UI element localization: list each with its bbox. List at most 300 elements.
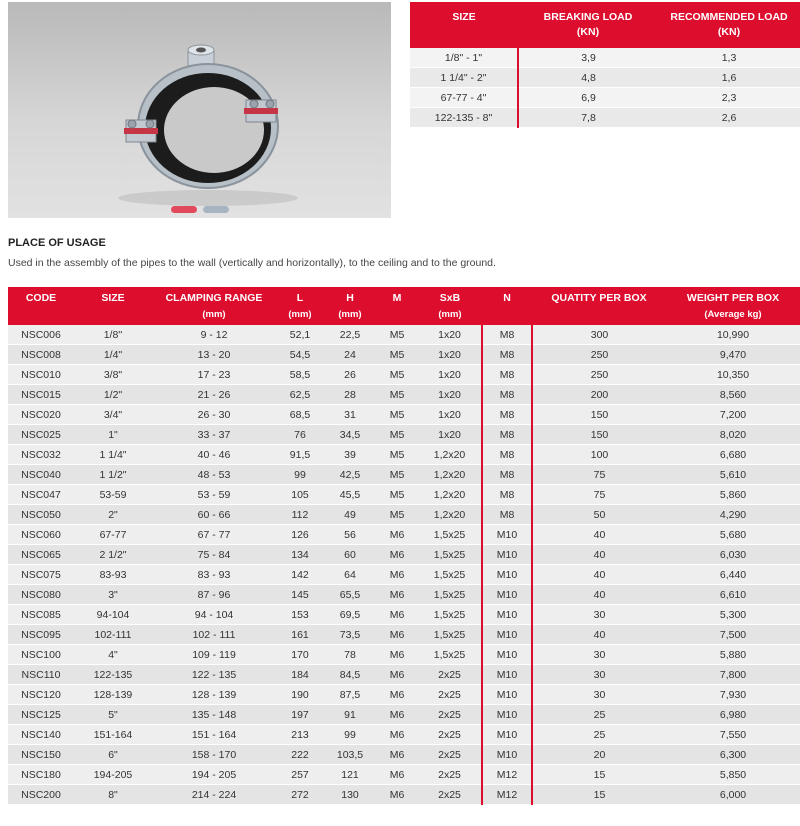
spec-cell: M8 [482, 365, 532, 385]
spec-cell: M10 [482, 525, 532, 545]
spec-cell: 5" [74, 705, 152, 725]
spec-cell: 1x20 [418, 325, 482, 345]
spec-cell: M6 [376, 785, 418, 805]
spec-cell: 2x25 [418, 665, 482, 685]
spec-cell: 102-111 [74, 625, 152, 645]
product-image [8, 2, 391, 218]
spec-cell: 10,350 [666, 365, 800, 385]
spec-cell: 75 - 84 [152, 545, 276, 565]
spec-unit [8, 309, 74, 325]
spec-cell: 56 [324, 525, 376, 545]
load-row [410, 48, 800, 68]
spec-cell: NSC065 [8, 545, 74, 565]
spec-cell: 194 - 205 [152, 765, 276, 785]
spec-cell: 34,5 [324, 425, 376, 445]
load-header-breaking: BREAKING LOAD (KN) [518, 2, 658, 48]
spec-cell: 1x20 [418, 345, 482, 365]
spec-cell: 161 [276, 625, 324, 645]
spec-row [8, 685, 800, 705]
spec-cell: 8,020 [666, 425, 800, 445]
spec-cell: 250 [532, 345, 666, 365]
spec-row [8, 425, 800, 445]
spec-cell: 40 - 46 [152, 445, 276, 465]
spec-row [8, 725, 800, 745]
spec-cell: 3/4" [74, 405, 152, 425]
spec-cell: 65,5 [324, 585, 376, 605]
spec-cell: M6 [376, 525, 418, 545]
spec-header: L [276, 287, 324, 309]
load-cell: 1,3 [658, 48, 800, 68]
spec-cell: NSC050 [8, 505, 74, 525]
spec-cell: 5,610 [666, 465, 800, 485]
spec-cell: 9,470 [666, 345, 800, 365]
spec-cell: 13 - 20 [152, 345, 276, 365]
spec-cell: M12 [482, 765, 532, 785]
spec-cell: M6 [376, 545, 418, 565]
spec-cell: M10 [482, 605, 532, 625]
spec-cell: 53 - 59 [152, 485, 276, 505]
spec-cell: 64 [324, 565, 376, 585]
spec-cell: NSC075 [8, 565, 74, 585]
spec-cell: M10 [482, 625, 532, 645]
spec-row [8, 665, 800, 685]
spec-cell: M10 [482, 705, 532, 725]
carousel-indicators [171, 206, 229, 213]
spec-cell: 9 - 12 [152, 325, 276, 345]
spec-row [8, 625, 800, 645]
spec-cell: 45,5 [324, 485, 376, 505]
spec-cell: NSC080 [8, 585, 74, 605]
spec-unit: (mm) [276, 309, 324, 325]
spec-cell: 5,680 [666, 525, 800, 545]
spec-cell: 103,5 [324, 745, 376, 765]
spec-cell: 54,5 [276, 345, 324, 365]
spec-cell: M8 [482, 485, 532, 505]
spec-row [8, 505, 800, 525]
spec-cell: M6 [376, 585, 418, 605]
spec-row [8, 645, 800, 665]
spec-cell: 31 [324, 405, 376, 425]
spec-cell: 7,500 [666, 625, 800, 645]
spec-cell: 3/8" [74, 365, 152, 385]
spec-cell: M5 [376, 425, 418, 445]
spec-row [8, 765, 800, 785]
spec-cell: 84,5 [324, 665, 376, 685]
spec-cell: M6 [376, 565, 418, 585]
spec-cell: M5 [376, 405, 418, 425]
spec-cell: NSC125 [8, 705, 74, 725]
spec-cell: 68,5 [276, 405, 324, 425]
spec-cell: 1 1/4" [74, 445, 152, 465]
load-cell: 7,8 [518, 108, 658, 128]
load-cell: 1 1/4" - 2" [410, 68, 518, 88]
spec-cell: 30 [532, 685, 666, 705]
spec-cell: 24 [324, 345, 376, 365]
spec-cell: 2x25 [418, 745, 482, 765]
spec-cell: 49 [324, 505, 376, 525]
load-cell: 2,3 [658, 88, 800, 108]
spec-units-row [8, 309, 800, 325]
spec-cell: M6 [376, 665, 418, 685]
spec-unit [74, 309, 152, 325]
spec-header: CLAMPING RANGE [152, 287, 276, 309]
spec-cell: 4" [74, 645, 152, 665]
spec-row [8, 345, 800, 365]
spec-cell: 6,030 [666, 545, 800, 565]
spec-cell: NSC010 [8, 365, 74, 385]
spec-row [8, 325, 800, 345]
spec-cell: M5 [376, 445, 418, 465]
spec-header: QUATITY PER BOX [532, 287, 666, 309]
spec-cell: NSC110 [8, 665, 74, 685]
spec-table [8, 287, 800, 805]
spec-cell: 1,5x25 [418, 585, 482, 605]
spec-cell: 2x25 [418, 685, 482, 705]
spec-cell: 30 [532, 645, 666, 665]
spec-cell: 30 [532, 665, 666, 685]
spec-row [8, 605, 800, 625]
spec-header: SxB [418, 287, 482, 309]
spec-cell: 2 1/2" [74, 545, 152, 565]
spec-row [8, 785, 800, 805]
spec-cell: NSC085 [8, 605, 74, 625]
spec-cell: 40 [532, 585, 666, 605]
load-cell: 2,6 [658, 108, 800, 128]
spec-cell: 58,5 [276, 365, 324, 385]
spec-cell: 94-104 [74, 605, 152, 625]
spec-cell: 122 - 135 [152, 665, 276, 685]
spec-cell: NSC095 [8, 625, 74, 645]
spec-unit: (mm) [152, 309, 276, 325]
spec-cell: 134 [276, 545, 324, 565]
spec-cell: 67-77 [74, 525, 152, 545]
spec-cell: NSC025 [8, 425, 74, 445]
spec-cell: 200 [532, 385, 666, 405]
spec-cell: M6 [376, 765, 418, 785]
spec-cell: 30 [532, 605, 666, 625]
spec-cell: 21 - 26 [152, 385, 276, 405]
spec-cell: 6,980 [666, 705, 800, 725]
spec-cell: 1/8'' [74, 325, 152, 345]
load-header-size: SIZE [410, 2, 518, 48]
spec-cell: 214 - 224 [152, 785, 276, 805]
spec-cell: M6 [376, 725, 418, 745]
spec-row [8, 705, 800, 725]
spec-cell: 40 [532, 625, 666, 645]
spec-cell: 135 - 148 [152, 705, 276, 725]
spec-cell: 83-93 [74, 565, 152, 585]
spec-cell: NSC032 [8, 445, 74, 465]
spec-cell: 26 [324, 365, 376, 385]
spec-cell: 20 [532, 745, 666, 765]
spec-cell: 15 [532, 785, 666, 805]
spec-cell: NSC180 [8, 765, 74, 785]
spec-cell: 151-164 [74, 725, 152, 745]
spec-cell: 1,2x20 [418, 505, 482, 525]
spec-cell: 75 [532, 465, 666, 485]
spec-cell: 272 [276, 785, 324, 805]
spec-cell: NSC060 [8, 525, 74, 545]
spec-cell: M10 [482, 685, 532, 705]
spec-cell: 6,610 [666, 585, 800, 605]
spec-cell: M10 [482, 745, 532, 765]
spec-cell: 7,800 [666, 665, 800, 685]
spec-cell: 1 1/2" [74, 465, 152, 485]
spec-cell: 25 [532, 725, 666, 745]
spec-cell: 78 [324, 645, 376, 665]
spec-unit [376, 309, 418, 325]
spec-cell: M10 [482, 725, 532, 745]
spec-cell: 67 - 77 [152, 525, 276, 545]
spec-cell: 1x20 [418, 385, 482, 405]
spec-cell: M8 [482, 465, 532, 485]
spec-cell: 151 - 164 [152, 725, 276, 745]
load-cell: 122-135 - 8" [410, 108, 518, 128]
carousel-dot-active[interactable] [171, 206, 197, 213]
spec-cell: 39 [324, 445, 376, 465]
spec-unit: (mm) [418, 309, 482, 325]
spec-cell: 197 [276, 705, 324, 725]
spec-cell: 213 [276, 725, 324, 745]
spec-cell: 250 [532, 365, 666, 385]
spec-cell: M10 [482, 645, 532, 665]
spec-cell: M10 [482, 545, 532, 565]
spec-cell: 7,200 [666, 405, 800, 425]
spec-cell: M8 [482, 445, 532, 465]
spec-cell: 1x20 [418, 365, 482, 385]
spec-cell: 94 - 104 [152, 605, 276, 625]
load-table-body [410, 48, 800, 128]
spec-cell: 1,5x25 [418, 645, 482, 665]
spec-cell: M8 [482, 405, 532, 425]
spec-cell: 150 [532, 425, 666, 445]
spec-cell: 8,560 [666, 385, 800, 405]
spec-cell: 75 [532, 485, 666, 505]
spec-cell: M6 [376, 685, 418, 705]
spec-cell: 150 [532, 405, 666, 425]
spec-cell: 28 [324, 385, 376, 405]
spec-cell: 87 - 96 [152, 585, 276, 605]
spec-cell: 142 [276, 565, 324, 585]
spec-cell: 7,930 [666, 685, 800, 705]
spec-header: WEIGHT PER BOX [666, 287, 800, 309]
spec-cell: 7,550 [666, 725, 800, 745]
spec-cell: 6" [74, 745, 152, 765]
spec-table-body [8, 325, 800, 805]
load-row [410, 108, 800, 128]
spec-cell: 1,5x25 [418, 605, 482, 625]
spec-cell: M5 [376, 465, 418, 485]
spec-header-row [8, 287, 800, 309]
spec-cell: 170 [276, 645, 324, 665]
spec-cell: 6,300 [666, 745, 800, 765]
spec-cell: 48 - 53 [152, 465, 276, 485]
spec-row [8, 585, 800, 605]
spec-cell: 62,5 [276, 385, 324, 405]
spec-cell: 91,5 [276, 445, 324, 465]
spec-cell: 184 [276, 665, 324, 685]
spec-row [8, 485, 800, 505]
spec-cell: 99 [276, 465, 324, 485]
spec-cell: M5 [376, 485, 418, 505]
spec-cell: 1,5x25 [418, 565, 482, 585]
spec-unit [532, 309, 666, 325]
spec-cell: NSC006 [8, 325, 74, 345]
spec-cell: 83 - 93 [152, 565, 276, 585]
spec-cell: 153 [276, 605, 324, 625]
spec-cell: 2" [74, 505, 152, 525]
spec-cell: 5,860 [666, 485, 800, 505]
pipe-clamp-illustration [8, 2, 391, 218]
spec-cell: NSC140 [8, 725, 74, 745]
spec-cell: NSC200 [8, 785, 74, 805]
spec-cell: M6 [376, 745, 418, 765]
load-header-recommended: RECOMMENDED LOAD (KN) [658, 2, 800, 48]
spec-cell: M8 [482, 325, 532, 345]
spec-cell: M8 [482, 385, 532, 405]
spec-unit: (mm) [324, 309, 376, 325]
spec-cell: 42,5 [324, 465, 376, 485]
spec-unit: (Average kg) [666, 309, 800, 325]
spec-cell: 2x25 [418, 725, 482, 745]
spec-header: M [376, 287, 418, 309]
spec-cell: NSC100 [8, 645, 74, 665]
spec-row [8, 525, 800, 545]
spec-cell: M5 [376, 365, 418, 385]
spec-row [8, 365, 800, 385]
load-table [410, 2, 800, 128]
load-row [410, 88, 800, 108]
spec-cell: NSC047 [8, 485, 74, 505]
spec-row [8, 745, 800, 765]
spec-header: CODE [8, 287, 74, 309]
load-cell: 6,9 [518, 88, 658, 108]
spec-cell: M6 [376, 645, 418, 665]
spec-cell: 1,5x25 [418, 625, 482, 645]
load-cell: 67-77 - 4" [410, 88, 518, 108]
spec-cell: 5,300 [666, 605, 800, 625]
spec-row [8, 565, 800, 585]
spec-cell: NSC150 [8, 745, 74, 765]
spec-cell: 26 - 30 [152, 405, 276, 425]
spec-cell: 2x25 [418, 765, 482, 785]
spec-cell: 122-135 [74, 665, 152, 685]
spec-cell: 1,2x20 [418, 485, 482, 505]
spec-cell: 22,5 [324, 325, 376, 345]
spec-cell: 6,440 [666, 565, 800, 585]
spec-cell: 69,5 [324, 605, 376, 625]
spec-cell: 1,2x20 [418, 465, 482, 485]
spec-cell: 6,680 [666, 445, 800, 465]
spec-cell: M12 [482, 785, 532, 805]
spec-cell: 6,000 [666, 785, 800, 805]
spec-row [8, 385, 800, 405]
spec-row [8, 545, 800, 565]
spec-cell: 121 [324, 765, 376, 785]
spec-cell: 91 [324, 705, 376, 725]
spec-cell: 40 [532, 525, 666, 545]
spec-cell: 2x25 [418, 785, 482, 805]
spec-cell: 33 - 37 [152, 425, 276, 445]
spec-cell: 105 [276, 485, 324, 505]
spec-cell: M10 [482, 585, 532, 605]
spec-cell: 222 [276, 745, 324, 765]
spec-cell: 15 [532, 765, 666, 785]
spec-cell: M5 [376, 345, 418, 365]
spec-cell: 257 [276, 765, 324, 785]
spec-cell: 60 - 66 [152, 505, 276, 525]
spec-cell: 112 [276, 505, 324, 525]
spec-cell: 190 [276, 685, 324, 705]
spec-cell: 1" [74, 425, 152, 445]
spec-cell: 194-205 [74, 765, 152, 785]
spec-cell: 25 [532, 705, 666, 725]
spec-cell: 5,850 [666, 765, 800, 785]
spec-cell: 87,5 [324, 685, 376, 705]
usage-description: Used in the assembly of the pipes to the wall (vertically and horizontally), to the ceiling and to the ground. [8, 257, 496, 269]
carousel-dot[interactable] [203, 206, 229, 213]
spec-cell: M5 [376, 325, 418, 345]
spec-cell: 1x20 [418, 425, 482, 445]
spec-cell: 130 [324, 785, 376, 805]
spec-cell: 145 [276, 585, 324, 605]
spec-cell: M8 [482, 425, 532, 445]
spec-row [8, 465, 800, 485]
spec-unit [482, 309, 532, 325]
spec-cell: 10,990 [666, 325, 800, 345]
spec-cell: 300 [532, 325, 666, 345]
spec-cell: 76 [276, 425, 324, 445]
spec-cell: 40 [532, 545, 666, 565]
spec-cell: 1/2" [74, 385, 152, 405]
spec-cell: M8 [482, 505, 532, 525]
spec-header: SIZE [74, 287, 152, 309]
spec-cell: M5 [376, 385, 418, 405]
spec-cell: NSC120 [8, 685, 74, 705]
spec-cell: 4,290 [666, 505, 800, 525]
spec-cell: M5 [376, 505, 418, 525]
spec-row [8, 445, 800, 465]
load-cell: 1,6 [658, 68, 800, 88]
spec-cell: 158 - 170 [152, 745, 276, 765]
spec-cell: 5,880 [666, 645, 800, 665]
spec-header: N [482, 287, 532, 309]
spec-cell: 3" [74, 585, 152, 605]
spec-cell: NSC020 [8, 405, 74, 425]
spec-cell: M6 [376, 605, 418, 625]
spec-cell: M6 [376, 705, 418, 725]
spec-cell: 109 - 119 [152, 645, 276, 665]
spec-cell: M8 [482, 345, 532, 365]
load-cell: 3,9 [518, 48, 658, 68]
spec-cell: M6 [376, 625, 418, 645]
load-cell: 1/8" - 1" [410, 48, 518, 68]
spec-cell: NSC040 [8, 465, 74, 485]
spec-cell: 17 - 23 [152, 365, 276, 385]
spec-cell: NSC015 [8, 385, 74, 405]
spec-cell: M10 [482, 665, 532, 685]
spec-cell: 1,2x20 [418, 445, 482, 465]
spec-cell: 128-139 [74, 685, 152, 705]
spec-cell: 40 [532, 565, 666, 585]
spec-cell: 53-59 [74, 485, 152, 505]
spec-cell: 1/4" [74, 345, 152, 365]
spec-cell: 126 [276, 525, 324, 545]
spec-cell: 1x20 [418, 405, 482, 425]
load-cell: 4,8 [518, 68, 658, 88]
spec-cell: 102 - 111 [152, 625, 276, 645]
spec-cell: 60 [324, 545, 376, 565]
